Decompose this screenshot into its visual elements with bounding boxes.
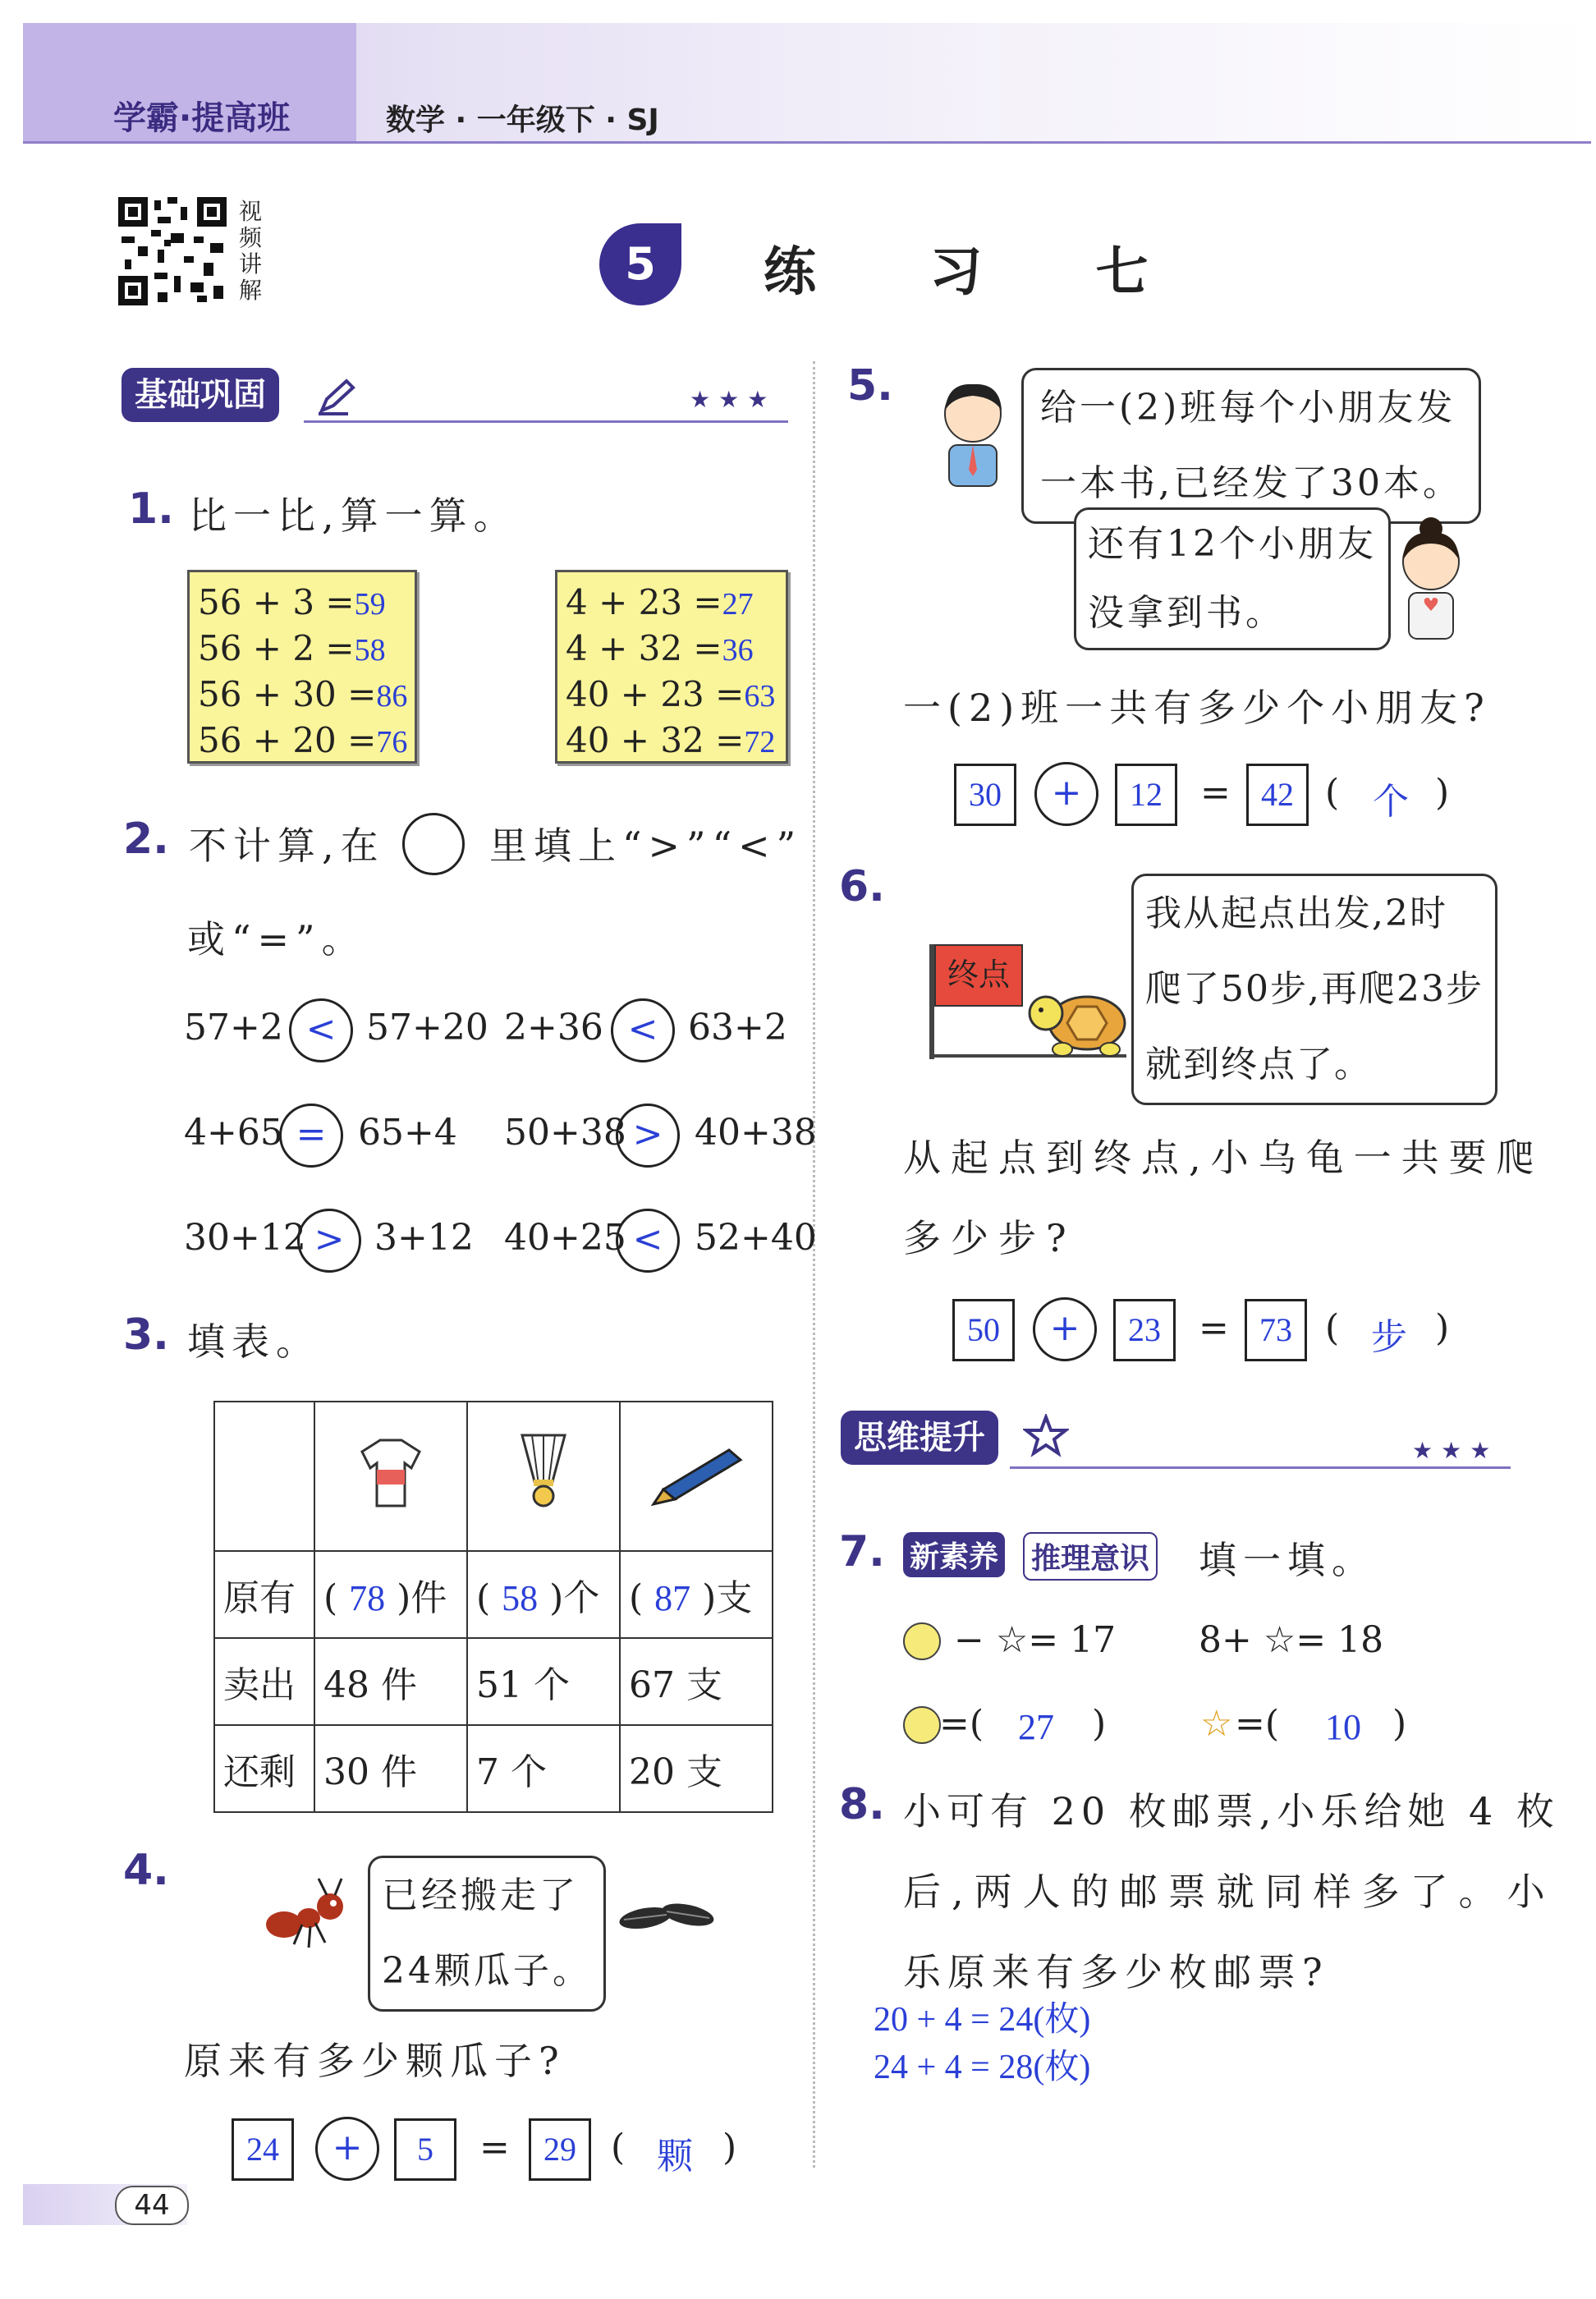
q2-number: 2. [123, 815, 169, 864]
bubble-line: 我从起点出发,2时 [1145, 893, 1447, 934]
q2-item-right: 63+2 [688, 1007, 787, 1049]
q5-number: 5. [847, 361, 893, 411]
q6-speech-bubble [1131, 874, 1497, 1105]
q4-unit: 颗 [657, 2136, 693, 2177]
q4-operator[interactable]: + [315, 2117, 379, 2181]
difficulty-stars: ★★★ [690, 386, 777, 413]
seeds-icon [616, 1890, 719, 1939]
q2-item-left: 57+2 [184, 1007, 283, 1049]
boy-icon [928, 374, 1018, 489]
circle-symbol-icon [903, 1706, 941, 1744]
q7-eqsign-2: =( [1235, 1703, 1280, 1745]
q1-row: 56 + 2 =58 [198, 628, 386, 668]
q1-row: 40 + 23 =63 [566, 674, 776, 714]
q5-answer-b[interactable]: 12 [1115, 764, 1177, 826]
q3-number: 3. [123, 1310, 169, 1360]
unit-badge: 5 [599, 223, 681, 305]
table-cell: 67 支 [620, 1638, 773, 1725]
q5-operator[interactable]: + [1034, 762, 1098, 826]
answer-value: 78 [349, 1578, 386, 1618]
row-label: 原有 [214, 1551, 314, 1638]
q8-text-line3: 乐原来有多少枚邮票? [903, 1950, 1329, 1994]
qr-code-icon[interactable] [118, 197, 227, 305]
star-sparkle-icon [1023, 1414, 1069, 1458]
bubble-line: 就到终点了。 [1145, 1044, 1372, 1085]
qr-caption: 视频讲解 [238, 198, 262, 304]
page-number: 44 [115, 2186, 189, 2225]
q2-item-left: 50+38 [504, 1112, 626, 1154]
q5-unit: 个 [1373, 782, 1409, 822]
q1-text: 比一比,算一算。 [189, 493, 518, 538]
q2-item-left: 30+12 [184, 1217, 306, 1259]
q1-note-left [187, 570, 417, 764]
q1-row: 56 + 3 =59 [198, 582, 386, 622]
pencil-icon [315, 378, 356, 415]
q2-item-left: 40+25 [504, 1217, 626, 1259]
q8-work-line2: 24 + 4 = 28(枚) [874, 2049, 1091, 2086]
q4-answer-c[interactable]: 29 [529, 2118, 591, 2181]
girl-icon [1386, 512, 1476, 644]
q7-eqsign-1: =( [939, 1703, 984, 1745]
table-cell: 30 件 [314, 1725, 467, 1812]
q6-number: 6. [839, 862, 885, 911]
q4-question: 原来有多少颗瓜子? [184, 2039, 566, 2083]
q4-answer-b[interactable]: 5 [394, 2118, 456, 2181]
q2-item-sign[interactable]: > [297, 1209, 361, 1273]
q2-item-sign[interactable]: > [616, 1104, 680, 1168]
q5-speech-bubble-1 [1021, 368, 1481, 524]
tag-reasoning: 推理意识 [1023, 1532, 1158, 1581]
q2-item-right: 57+20 [366, 1007, 488, 1049]
table-header-cell [620, 1402, 773, 1551]
pen-icon [639, 1435, 754, 1509]
difficulty-stars: ★★★ [1412, 1437, 1499, 1464]
q2-item-right: 52+40 [695, 1217, 817, 1259]
q8-text-line1: 小可有 20 枚邮票,小乐给她 4 枚 [903, 1789, 1560, 1833]
q7-answer-circle: 27 [1018, 1707, 1054, 1747]
q2-item-sign[interactable]: < [616, 1209, 680, 1273]
table-row [214, 1638, 773, 1725]
q6-answer-b[interactable]: 23 [1113, 1299, 1176, 1361]
bubble-line: 给一(2)班每个小朋友发 [1040, 387, 1456, 429]
q3-text: 填表。 [187, 1319, 320, 1364]
q7-eq2: 8+ ☆= 18 [1199, 1619, 1384, 1661]
shirt-icon [346, 1427, 436, 1517]
table-header-cell [314, 1402, 467, 1551]
q4-number: 4. [123, 1846, 169, 1895]
q6-question-line2: 多少步? [903, 1216, 1076, 1260]
table-cell: 20 支 [620, 1725, 773, 1812]
q6-unit: 步 [1371, 1317, 1407, 1357]
bubble-line: 爬了50步,再爬23步 [1145, 968, 1484, 1010]
q3-table [213, 1401, 773, 1813]
q2-empty-circle [402, 813, 465, 875]
q1-row: 56 + 30 =86 [198, 674, 408, 714]
q7-answer-star: 10 [1325, 1707, 1361, 1747]
q1-row: 56 + 20 =76 [198, 720, 408, 760]
q2-text-a: 不计算,在 [189, 824, 385, 868]
row-label: 卖出 [214, 1638, 314, 1725]
q2-item-right: 65+4 [358, 1112, 457, 1154]
ant-icon [261, 1874, 351, 1953]
answer-value: 58 [502, 1578, 539, 1618]
table-cell: 7 个 [467, 1725, 620, 1812]
q6-equals: = [1199, 1307, 1229, 1349]
bubble-line: 24颗瓜子。 [382, 1950, 592, 1992]
q5-unit-close: ) [1435, 772, 1450, 814]
header-rule [23, 141, 1591, 144]
bubble-line: 还有12个小朋友 [1088, 523, 1377, 565]
q6-question-line1: 从起点到终点,小乌龟一共要爬 [903, 1136, 1544, 1180]
q2-item-left: 4+65 [184, 1112, 283, 1154]
table-row [214, 1725, 773, 1812]
section-advanced-rule [1010, 1466, 1511, 1469]
section-advanced-label: 思维提升 [841, 1411, 998, 1465]
shuttlecock-icon [511, 1427, 576, 1517]
q2-item-sign[interactable]: < [289, 998, 353, 1062]
table-cell: ( 58 )个 [467, 1551, 620, 1638]
bubble-line: 已经搬走了 [382, 1875, 579, 1916]
table-cell: 51 个 [467, 1638, 620, 1725]
section-basic-rule [304, 420, 788, 423]
q5-speech-bubble-2 [1074, 507, 1391, 650]
table-cell: ( 78 )件 [314, 1551, 467, 1638]
q7-text: 填一填。 [1199, 1538, 1376, 1582]
circle-symbol-icon [903, 1622, 941, 1660]
q5-question: 一(2)班一共有多少个小朋友? [903, 686, 1491, 730]
q6-operator[interactable]: + [1033, 1297, 1097, 1361]
q1-row: 40 + 32 =72 [566, 720, 776, 760]
q8-work-line1: 20 + 4 = 24(枚) [874, 2001, 1091, 2039]
page-title: 练 习 七 [764, 241, 1196, 303]
brand-name: 学霸·提高班 [113, 99, 291, 137]
q1-row: 4 + 32 =36 [566, 628, 754, 668]
q4-unit-open: ( [611, 2127, 626, 2168]
table-cell: 48 件 [314, 1638, 467, 1725]
table-row [214, 1551, 773, 1638]
row-label: 还剩 [214, 1725, 314, 1812]
q6-answer-c[interactable]: 73 [1245, 1299, 1307, 1361]
q5-answer-a[interactable]: 30 [954, 764, 1016, 826]
q6-unit-close: ) [1435, 1307, 1450, 1349]
table-corner [214, 1402, 314, 1551]
q7-number: 7. [839, 1527, 885, 1576]
q6-unit-open: ( [1325, 1307, 1340, 1349]
q2-item-sign[interactable]: = [279, 1104, 343, 1168]
answer-value: 87 [654, 1578, 691, 1618]
q4-speech-bubble [368, 1856, 606, 2012]
q2-text-c: 或“=”。 [187, 917, 366, 961]
q2-item-right: 40+38 [695, 1112, 817, 1154]
subject-label: 数学 · 一年级下 · SJ [386, 103, 659, 137]
q4-equals: = [479, 2127, 510, 2168]
q1-number: 1. [128, 484, 174, 534]
q6-answer-a[interactable]: 50 [952, 1299, 1015, 1361]
finish-flag: 终点 [934, 944, 1023, 1007]
table-cell: ( 87 )支 [620, 1551, 773, 1638]
q4-answer-a[interactable]: 24 [232, 2118, 294, 2181]
tag-new-literacy: 新素养 [903, 1532, 1005, 1577]
q8-number: 8. [839, 1780, 885, 1829]
turtle-icon [1026, 977, 1135, 1058]
q2-item-right: 3+12 [374, 1217, 474, 1259]
q7-close-1: ) [1092, 1703, 1107, 1745]
bubble-line: 一本书,已经发了30本。 [1040, 462, 1462, 504]
q5-answer-c[interactable]: 42 [1246, 764, 1309, 826]
q2-item-left: 2+36 [504, 1007, 603, 1049]
table-header-cell [467, 1402, 620, 1551]
q1-row: 4 + 23 =27 [566, 582, 754, 622]
q2-text-b: 里填上“>”“<” [489, 824, 803, 868]
q4-unit-close: ) [722, 2127, 737, 2168]
q1-note-right [555, 570, 788, 764]
q2-item-sign[interactable]: < [611, 998, 675, 1062]
q5-equals: = [1200, 772, 1231, 814]
q5-unit-open: ( [1325, 772, 1340, 814]
q7-eq1: − ☆= 17 [954, 1619, 1117, 1661]
q7-close-2: ) [1392, 1703, 1407, 1745]
bubble-line: 没拿到书。 [1088, 592, 1285, 634]
star-symbol-icon: ☆ [1200, 1703, 1233, 1745]
section-basic-label: 基础巩固 [122, 368, 279, 422]
column-divider [813, 361, 819, 2168]
q8-text-line2: 后,两人的邮票就同样多了。小 [903, 1870, 1556, 1914]
